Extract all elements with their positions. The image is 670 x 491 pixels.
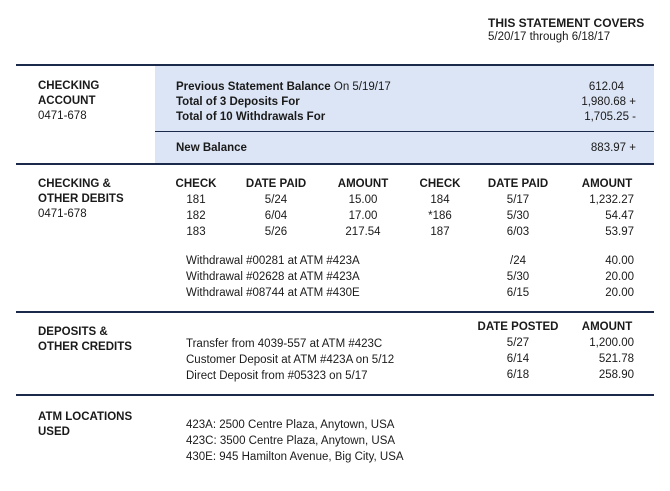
divider-atm <box>16 394 654 396</box>
header-check-left: CHECK <box>175 178 217 190</box>
check-date: 6/03 <box>506 226 530 238</box>
withdrawal-desc: Withdrawal #08744 at ATM #430E <box>186 287 360 299</box>
withdrawal-desc: Withdrawal #00281 at ATM #423A <box>186 255 360 267</box>
statement-title: THIS STATEMENT COVERS <box>488 16 645 30</box>
withdrawal-date: 6/15 <box>506 287 530 299</box>
summary-value-previous: 612.04 <box>588 81 624 93</box>
withdrawal-date: 5/30 <box>506 271 530 283</box>
deposit-date: 5/27 <box>506 337 530 349</box>
deposit-amount: 521.78 <box>598 353 634 365</box>
summary-label-withdrawals: Total of 10 Withdrawals For <box>176 111 326 123</box>
check-date: 5/24 <box>264 194 288 206</box>
debits-title-1: CHECKING & <box>38 178 111 190</box>
check-amount: 54.47 <box>605 210 634 222</box>
deposit-amount: 1,200.00 <box>589 337 634 349</box>
deposit-desc: Transfer from 4039-557 at ATM #423C <box>186 338 383 350</box>
checking-title-2: ACCOUNT <box>38 95 96 107</box>
deposits-title-2: OTHER CREDITS <box>38 341 132 353</box>
deposit-desc: Direct Deposit from #05323 on 5/17 <box>186 370 368 382</box>
divider-deposits <box>16 311 654 313</box>
divider-debits <box>16 163 654 165</box>
withdrawal-amount: 20.00 <box>605 271 634 283</box>
header-check-right: CHECK <box>419 178 461 190</box>
check-date: 5/17 <box>506 194 530 206</box>
summary-label: Previous Statement Balance <box>176 81 331 93</box>
check-amount: 217.54 <box>345 226 381 238</box>
header-amount-right: AMOUNT <box>581 178 633 190</box>
header-deposit-amount: AMOUNT <box>581 321 633 333</box>
atm-location: 423A: 2500 Centre Plaza, Anytown, USA <box>186 419 395 431</box>
check-amount: 17.00 <box>348 210 378 222</box>
check-date: 6/04 <box>264 210 288 222</box>
summary-divider <box>155 131 654 132</box>
withdrawal-date: /24 <box>510 255 526 267</box>
summary-value-deposits: 1,980.68 + <box>581 96 636 108</box>
header-date-left: DATE PAID <box>245 178 307 190</box>
new-balance-value: 883.97 + <box>590 142 636 154</box>
check-amount: 1,232.27 <box>589 194 634 206</box>
atm-title-2: USED <box>38 426 70 438</box>
check-number: 184 <box>430 194 450 206</box>
atm-location: 430E: 945 Hamilton Avenue, Big City, USA <box>186 451 404 463</box>
checking-title-1: CHECKING <box>38 80 100 92</box>
check-number: 187 <box>430 226 450 238</box>
check-number: *186 <box>428 210 452 222</box>
check-amount: 15.00 <box>348 194 378 206</box>
header-amount-left: AMOUNT <box>337 178 389 190</box>
summary-row-previous <box>176 80 391 95</box>
summary-suffix: On 5/19/17 <box>333 81 391 93</box>
atm-title-1: ATM LOCATIONS <box>38 411 133 423</box>
deposit-date: 6/18 <box>506 369 530 381</box>
header-date-right: DATE PAID <box>487 178 549 190</box>
deposit-date: 6/14 <box>506 353 530 365</box>
check-number: 182 <box>186 210 206 222</box>
withdrawal-amount: 40.00 <box>605 255 634 267</box>
deposit-desc: Customer Deposit at ATM #423A on 5/12 <box>186 354 395 366</box>
deposits-title-1: DEPOSITS & <box>38 326 108 338</box>
header-date-posted: DATE POSTED <box>477 321 559 333</box>
withdrawal-desc: Withdrawal #02628 at ATM #423A <box>186 271 360 283</box>
debits-title-2: OTHER DEBITS <box>38 193 124 205</box>
debits-account-number: 0471-678 <box>38 208 87 220</box>
check-number: 183 <box>186 226 206 238</box>
check-amount: 53.97 <box>605 226 634 238</box>
deposit-amount: 258.90 <box>598 369 634 381</box>
summary-label-deposits: Total of 3 Deposits For <box>176 96 300 108</box>
check-number: 181 <box>186 194 206 206</box>
check-date: 5/30 <box>506 210 530 222</box>
checking-account-number: 0471-678 <box>38 110 87 122</box>
summary-value-withdrawals: 1,705.25 - <box>584 111 636 123</box>
atm-location: 423C: 3500 Centre Plaza, Anytown, USA <box>186 435 396 447</box>
new-balance-label: New Balance <box>176 142 247 154</box>
statement-period: 5/20/17 through 6/18/17 <box>488 31 611 43</box>
withdrawal-amount: 20.00 <box>605 287 634 299</box>
check-date: 5/26 <box>264 226 288 238</box>
